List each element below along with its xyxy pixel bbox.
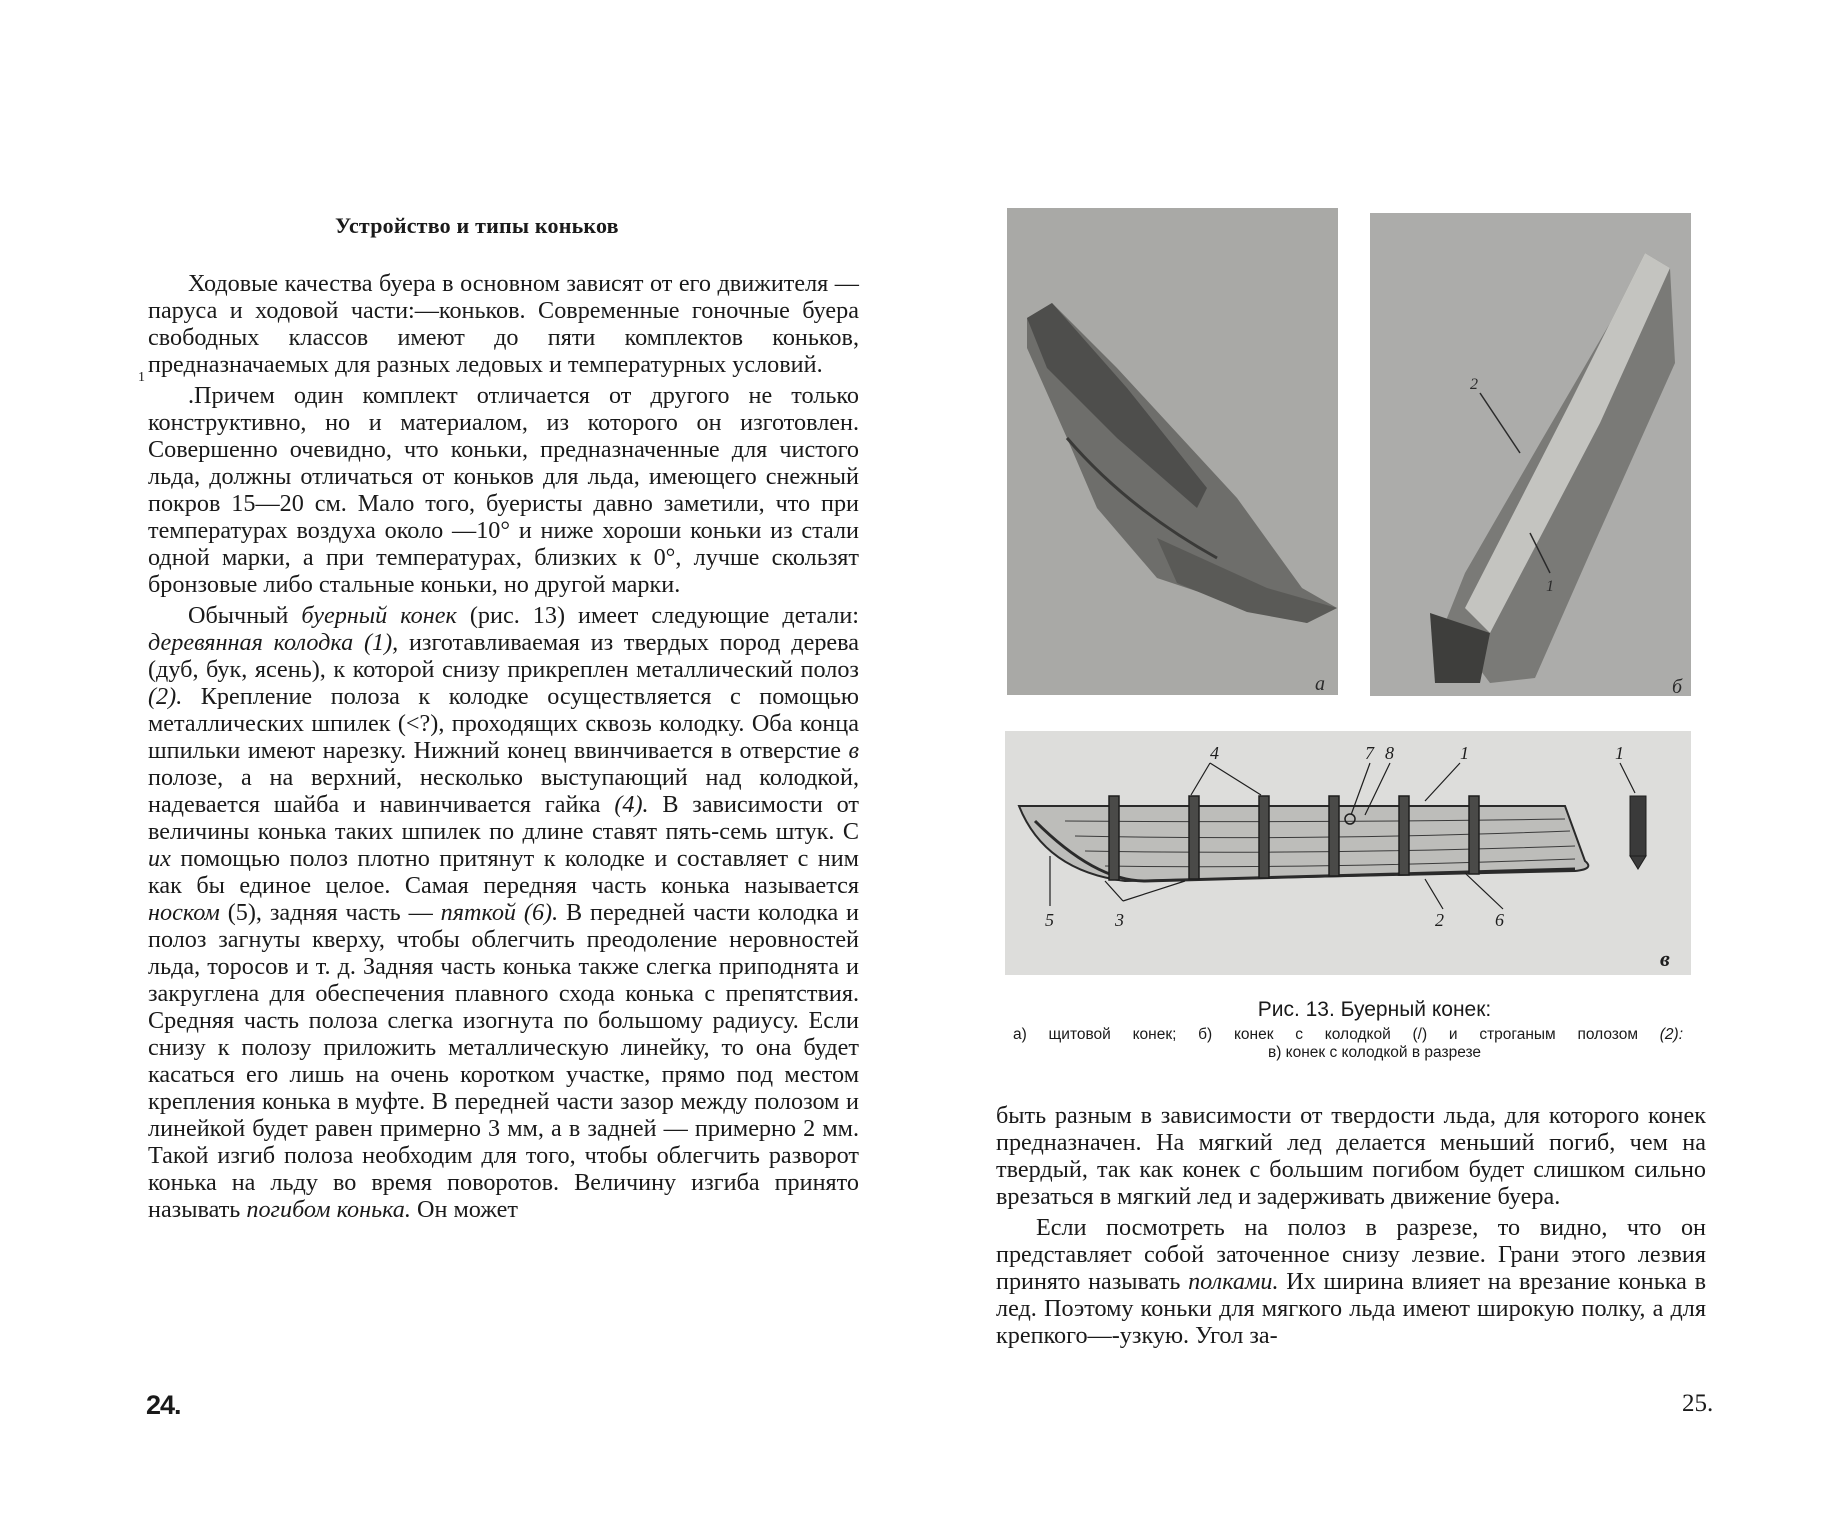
callout-1-section: 1 (1615, 743, 1624, 763)
photo-skate-with-block (1370, 213, 1691, 696)
callout-6: 6 (1495, 910, 1504, 930)
photo-shield-skate (1007, 208, 1338, 695)
skate-section-drawing (1005, 731, 1691, 975)
figure-caption-line-1: а) щитовой конек; б) конек с колодкой (/) и строганым полозом (2): (1013, 1026, 1683, 1043)
callout-1-photo: 1 (1546, 578, 1554, 595)
callout-8: 8 (1385, 743, 1394, 763)
section-heading: Устройство и типы коньков (335, 213, 619, 238)
callout-2-photo: 2 (1470, 376, 1478, 393)
callout-2-runner: 2 (1435, 910, 1444, 930)
callout-3: 3 (1115, 910, 1124, 930)
left-text-column (148, 270, 859, 1227)
callout-5: 5 (1045, 910, 1054, 930)
paragraph-5: Если посмотреть на полоз в разрезе, то видно, что он представляет собой заточенное снизу лезвие. Грани этого лезвия принято называть полками. Их ширина влияет на врезание конька в лед. Поэтому коньки для мягкого льда имеют широкую полку, а для крепкого—-узкую. Угол за- (996, 1214, 1706, 1349)
paragraph-2: .Причем один комплект отличается от другого не только конструктивно, но и материалом, из которого он изготовлен. Совершенно очевидно, что коньки, предназначенные для чистого льда, должны отличаться от коньков для льда, имеющего снежный покров 15—20 см. Мало того, буеристы давно заметили, что при температурах воздуха около —10° и ниже хороши коньки из стали одной марки, а при температурах, близких к 0°, лучше скользят бронзовые либо стальные коньки, но другой марки. (148, 382, 859, 598)
figure-label-a: а (1315, 673, 1325, 695)
right-page (916, 0, 1833, 1535)
callout-1-block: 1 (1460, 743, 1469, 763)
left-page (0, 0, 916, 1535)
page-number-left: 24. (146, 1390, 181, 1420)
page-number-right: 25. (1682, 1390, 1714, 1417)
paragraph-3: Обычный буерный конек (рис. 13) имеет следующие детали: деревянная колодка (1), изготавливаемая из твердых пород дерева (дуб, бук, ясень), к которой снизу прикреплен металлический полоз (2). Крепление полоза к колодке осуществляется с помощью металлических шпилек (<?), проходящих сквозь колодку. Оба конца шпильки имеют нарезку. Нижний конец ввинчивается в отверстие в полозе, а на верхний, несколько выступающий над колодкой, надевается шайба и навинчивается гайка (4). В зависимости от величины конька таких шпилек по длине ставят пять-семь штук. С их помощью полоз плотно притянут к колодке и составляет с ним как бы единое целое. Самая передняя часть конька называется носком (5), задняя часть — пяткой (6). В передней части колодка и полоз загнуты кверху, чтобы облегчить преодоление неровностей льда, торосов и т. д. Задняя часть конька также слегка приподнята и закруглена для обеспечения плавного схода конька с препятствия. Средняя часть полоза слегка изогнута по большому радиусу. Если снизу к полозу приложить металлическую линейку, то она будет касаться его лишь на очень коротком участке, прямо под местом крепления конька в муфте. В передней части зазор между полозом и линейкой будет равен примерно 3 мм, а в задней — примерно 2 мм. Такой изгиб полоза необходим для того, чтобы облегчить разворот конька на льду во время поворотов. Величину изгиба принято называть погибом конька. Он может (148, 602, 860, 1223)
paragraph-1: Ходовые качества буера в основном зависят от его движителя — паруса и ходовой части:—коньков. Современные гоночные буера свободных классов имеют до пяти комплектов коньков, предназначаемых для разных ледовых и температурных условий. (148, 270, 859, 378)
figure-label-b: б (1672, 676, 1683, 696)
paragraph-4: быть разным в зависимости от твердости льда, для которого конек предназначен. На мягкий лед делается меньший погиб, чем на твердый, так как конек с большим погибом будет слишком сильно врезаться в мягкий лед и задерживать движение буера. (996, 1102, 1706, 1210)
figure-caption-line-2: в) конек с колодкой в разрезе (1267, 1044, 1482, 1061)
callout-4: 4 (1210, 743, 1219, 763)
figure-label-v: в (1660, 946, 1670, 971)
callout-7: 7 (1365, 743, 1374, 763)
figure-caption-title: Рис. 13. Буерный конек: (1257, 998, 1492, 1021)
margin-mark: 1 (138, 370, 145, 385)
right-text-column (996, 1102, 1706, 1353)
